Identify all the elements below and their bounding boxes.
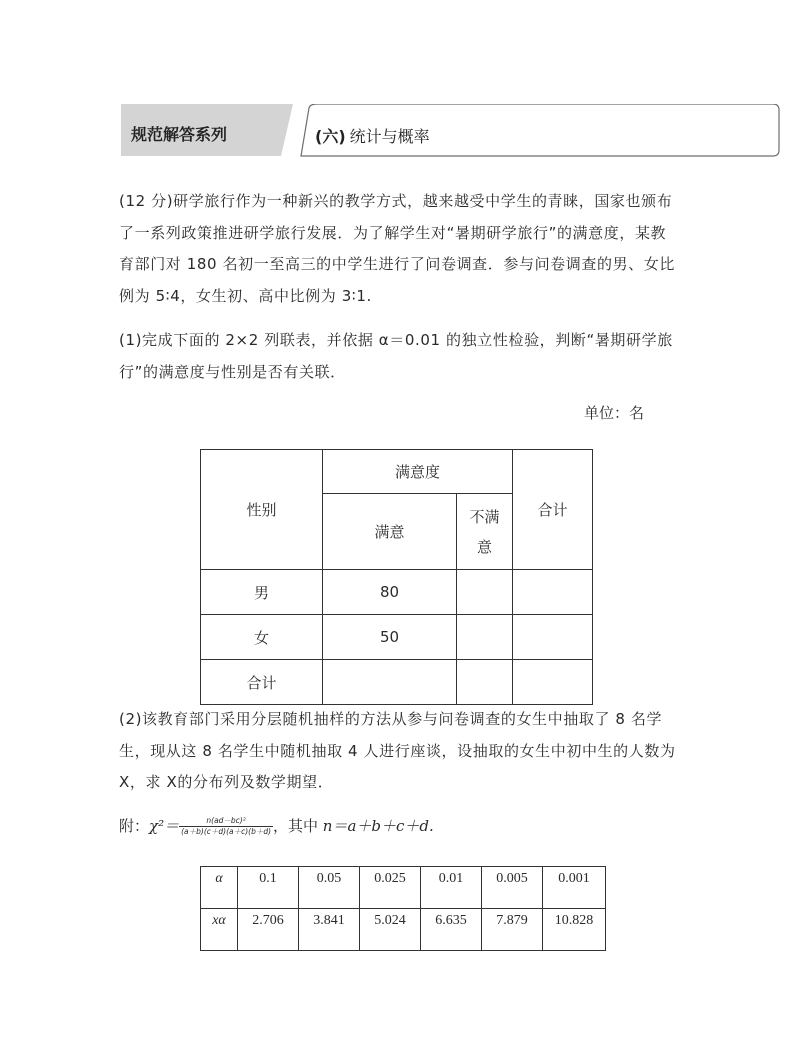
critical-value: 5.024 xyxy=(360,909,421,951)
cell-unsatisfied xyxy=(457,660,513,705)
problem-part2: (2)该教育部门采用分层随机抽样的方法从参与问卷调查的女生中抽取了 8 名学生，现从这 8 名学生中随机抽取 4 人进行座谈，设抽取的女生中初中生的人数为 X，求 X的分布列及数学期望． xyxy=(119,710,676,791)
critical-value: 10.828 xyxy=(543,909,606,951)
problem-intro: (12 分)研学旅行作为一种新兴的教学方式，越来越受中学生的青睐，国家也颁布了一系列政策推进研学旅行发展．为了解学生对“暑期研学旅行”的满意度，某教育部门对 180 名初一至高三的中学生进行了问卷调查．参与问卷调查的男、女比例为 5∶4，女生初、高中比例为 3∶1. xyxy=(119,192,675,305)
alpha-value: 0.005 xyxy=(482,867,543,909)
cell-total xyxy=(513,570,593,615)
cell-total xyxy=(513,615,593,660)
cell-total xyxy=(513,660,593,705)
header-total: 合计 xyxy=(513,450,593,570)
chi-square-formula xyxy=(119,815,434,837)
critical-value: 2.706 xyxy=(238,909,299,951)
critical-value: 3.841 xyxy=(299,909,360,951)
row-label: 合计 xyxy=(201,660,323,705)
table-row-total xyxy=(201,660,593,705)
row-label: 女 xyxy=(201,615,323,660)
alpha-value: 0.05 xyxy=(299,867,360,909)
critical-value: 6.635 xyxy=(421,909,482,951)
section-title-text: 统计与概率 xyxy=(349,127,430,146)
header-satisfaction: 满意度 xyxy=(323,450,513,494)
critical-value-table xyxy=(200,866,606,951)
cell-satisfied: 50 xyxy=(323,615,457,660)
alpha-value: 0.025 xyxy=(360,867,421,909)
section-header xyxy=(121,104,781,158)
formula-suffix-text: ，其中 xyxy=(273,817,323,835)
formula-suffix: n＝a＋b＋c＋d. xyxy=(322,817,434,835)
alpha-row xyxy=(201,867,606,909)
contingency-table xyxy=(200,449,593,705)
problem-part1: (1)完成下面的 2×2 列联表，并依据 α＝0.01 的独立性检验，判断“暑期研学旅行”的满意度与性别是否有关联． xyxy=(119,331,673,381)
section-title xyxy=(315,124,430,147)
formula-numerator: n(ad－bc)² xyxy=(179,816,273,827)
formula-prefix: 附： xyxy=(119,817,150,835)
header-unsatisfied: 不满 意 xyxy=(457,494,513,570)
section-number: (六) xyxy=(315,127,346,146)
alpha-value: 0.001 xyxy=(543,867,606,909)
table-row-male xyxy=(201,570,593,615)
cell-satisfied xyxy=(323,660,457,705)
row-label: 男 xyxy=(201,570,323,615)
cell-unsatisfied xyxy=(457,615,513,660)
header-gender: 性别 xyxy=(201,450,323,570)
alpha-label: α xyxy=(201,867,238,909)
critical-row xyxy=(201,909,606,951)
formula-chi: χ²＝ xyxy=(149,817,180,835)
formula-fraction xyxy=(179,816,273,837)
series-label: 规范解答系列 xyxy=(131,125,228,144)
table-row-female xyxy=(201,615,593,660)
unit-label: 单位：名 xyxy=(584,404,645,422)
header-satisfied: 满意 xyxy=(323,494,457,570)
alpha-value: 0.01 xyxy=(421,867,482,909)
alpha-value: 0.1 xyxy=(238,867,299,909)
cell-satisfied: 80 xyxy=(323,570,457,615)
x-alpha-label: xα xyxy=(201,909,238,951)
formula-denominator: (a＋b)(c＋d)(a＋c)(b＋d) xyxy=(181,827,272,836)
cell-unsatisfied xyxy=(457,570,513,615)
critical-value: 7.879 xyxy=(482,909,543,951)
